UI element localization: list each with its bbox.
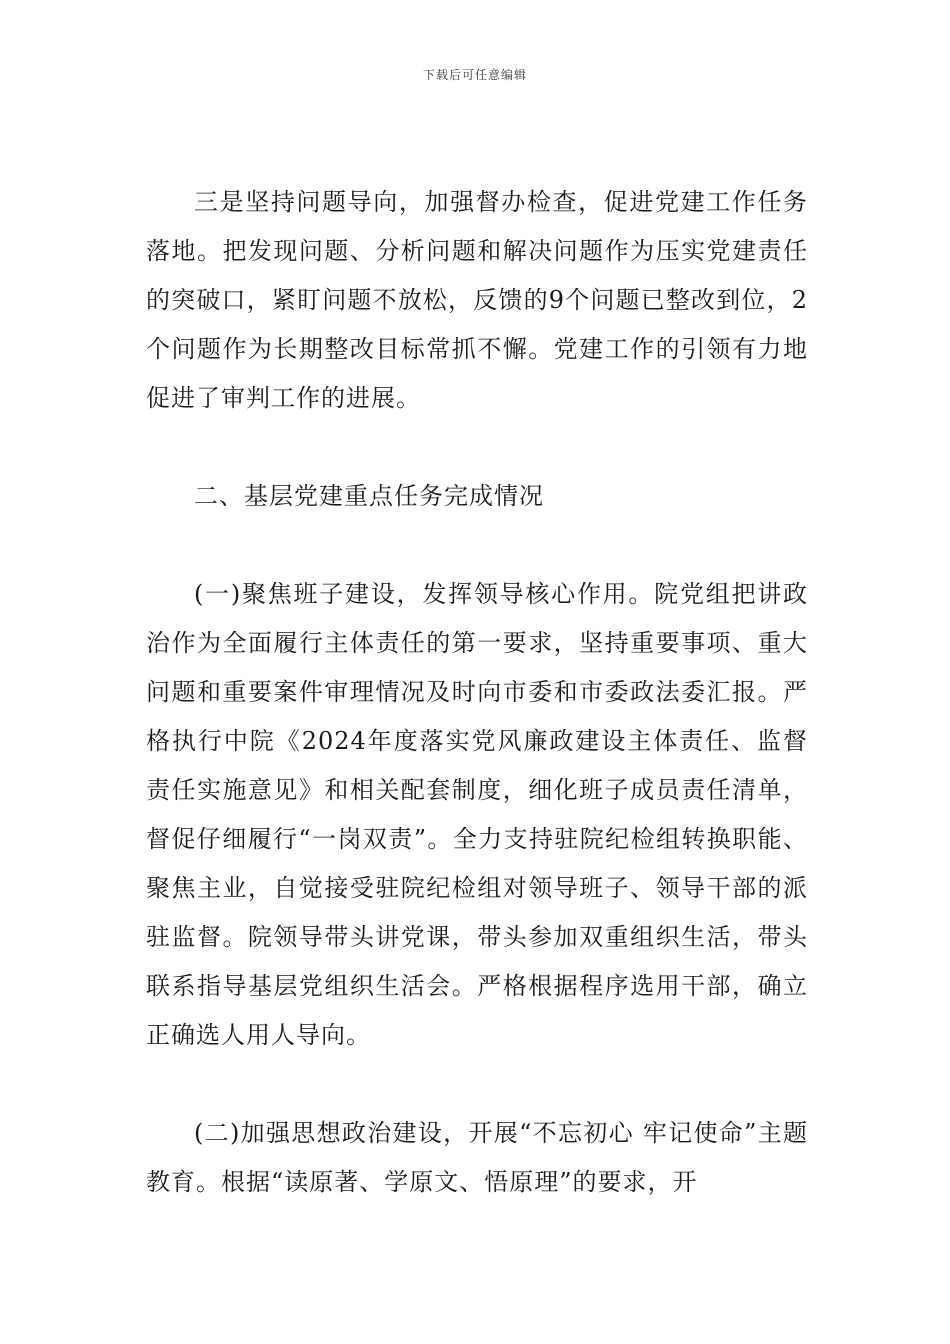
paragraph-problem-oriented: 三是坚持问题导向，加强督办检查，促进党建工作任务落地。把发现问题、分析问题和解决问题作为压实党建责任的突破口，紧盯问题不放松，反馈的9个问题已整改到位，2个问题作为长期整改目标常抓不懈。党建工作的引领有力地促进了审判工作的进展。 [146,188,808,412]
document-body [146,178,808,1207]
paragraph-ideological-building: (二)加强思想政治建设，开展“不忘初心 牢记使命”主题教育。根据“读原著、学原文、悟原理”的要求，开 [146,1119,808,1196]
page-header: 下载后可任意编辑 [422,68,527,82]
section-heading-2: 二、基层党建重点任务完成情况 [194,482,544,510]
paragraph-leadership-building: (一)聚焦班子建设，发挥领导核心作用。院党组把讲政治作为全面履行主体责任的第一要求，坚持重要事项、重大问题和重要案件审理情况及时向市委和市委政法委汇报。严格执行中院《2024年度落实党风廉政建设主体责任、监督责任实施意见》和相关配套制度，细化班子成员责任清单，督促仔细履行“一岗双责”。全力支持驻院纪检组转换职能、聚焦主业，自觉接受驻院纪检组对领导班子、领导干部的派驻监督。院领导带头讲党课，带头参加双重组织生活，带头联系指导基层党组织生活会。严格根据程序选用干部，确立正确选人用人导向。 [146,580,808,1049]
